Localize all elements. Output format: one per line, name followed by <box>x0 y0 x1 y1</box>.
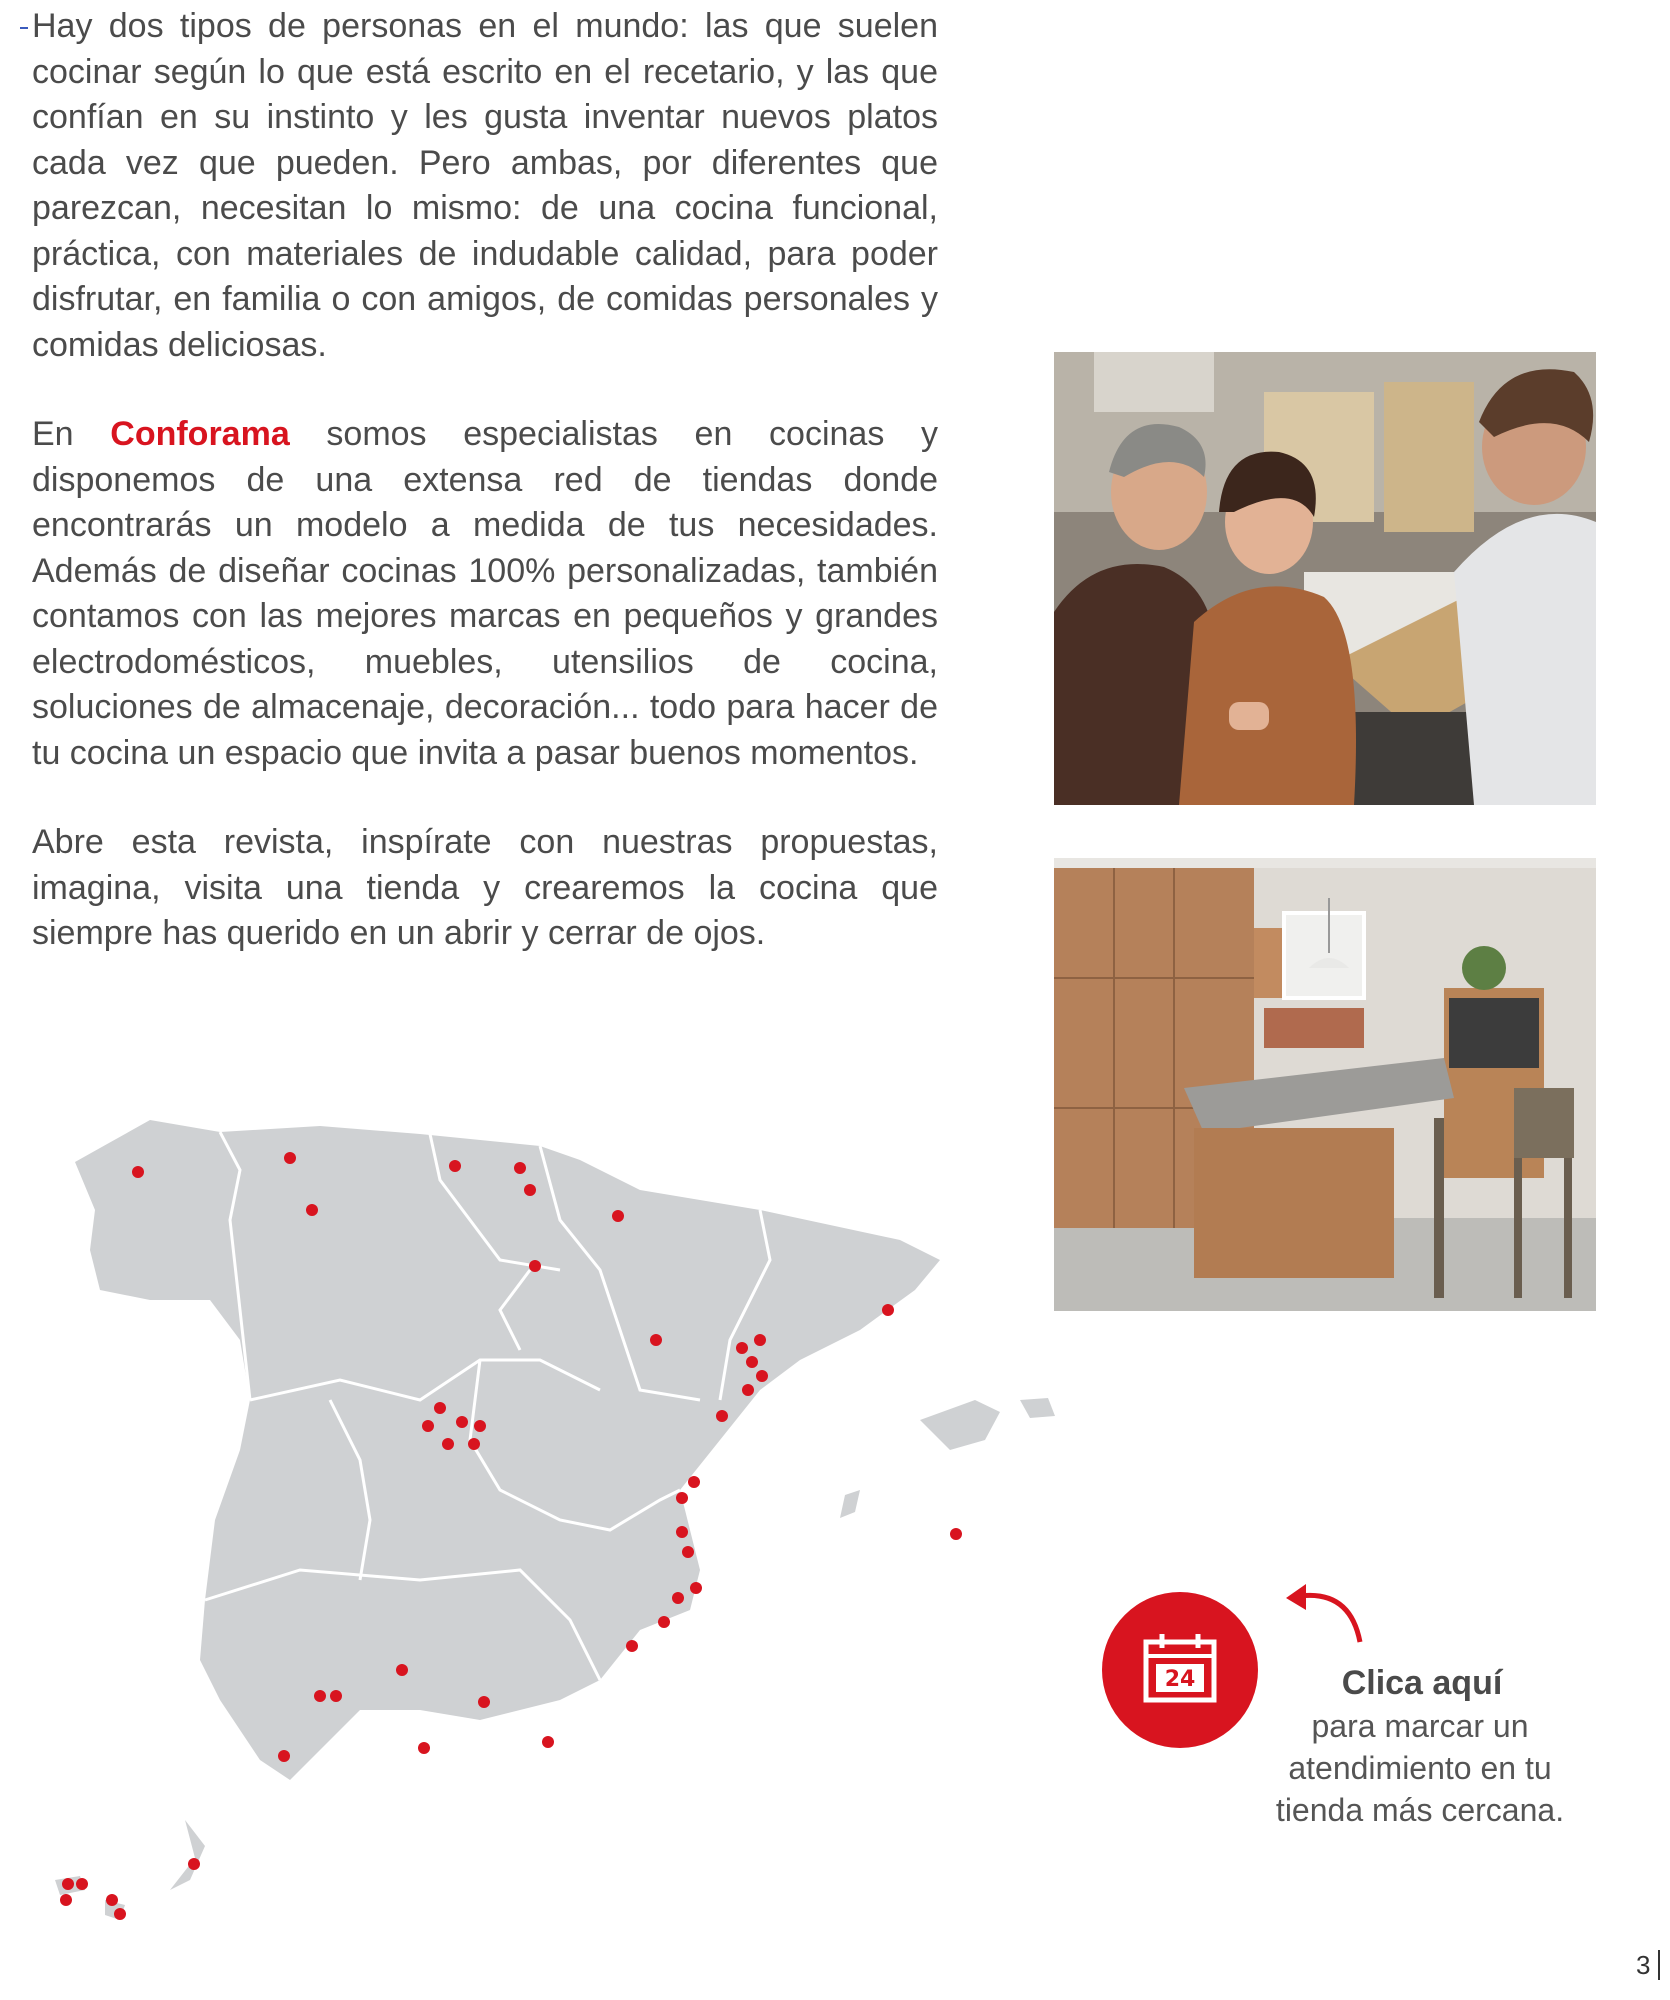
cta-title[interactable]: Clica aquí <box>1341 1664 1503 1702</box>
brand-name: Conforama <box>110 415 290 453</box>
calendar-icon <box>1140 1628 1220 1708</box>
cta-text-line-3: tienda más cercana. <box>1275 1792 1565 1828</box>
appointment-button[interactable] <box>1102 1592 1258 1748</box>
calendar-number: 24 <box>1164 1667 1196 1692</box>
map-regions <box>55 1120 1055 1920</box>
intro-paragraph-3: Abre esta revista, inspírate con nuestras propuestas, imagina, visita una tienda y crearemos la cocina que siempre has querido en un abrir y cerrar de ojos. <box>32 823 938 952</box>
curved-arrow-icon <box>1260 1580 1370 1650</box>
photo-couple-with-advisor <box>1054 352 1596 805</box>
intro-paragraph-1: Hay dos tipos de personas en el mundo: las que suelen cocinar según lo que está escrito en el recetario, y las que confían en su instinto y les gusta inventar nuevos platos cada vez que pueden. Pero ambas, por diferentes que parezcan, necesitan lo mismo: de una cocina funcional, práctica, con materiales de indudable calidad, para poder disfrutar, en familia o con amigos, de comidas personales y comidas deliciosas. <box>32 4 938 368</box>
cta-text-line-1: para marcar un <box>1311 1708 1529 1744</box>
intro-paragraph-2: En Conforama somos especialistas en cocinas y disponemos de una extensa red de tiendas donde encontrarás un modelo a medida de tus necesidades. Además de diseñar cocinas 100% personalizadas, también contamos con las mejores marcas en pequeños y grandes electrodomésticos, muebles, utensilios de cocina, soluciones de almacenaje, decoración... todo para hacer de tu cocina un espacio que invita a pasar buenos momentos. <box>32 415 938 772</box>
photo-kitchen <box>1054 858 1596 1311</box>
page-number: 3 <box>1636 1950 1660 1980</box>
spain-store-map <box>0 1100 1060 1940</box>
intro-text <box>32 4 938 1001</box>
appointment-cta[interactable] <box>1100 1580 1620 1840</box>
cta-text-line-2: atendimiento en tu <box>1288 1750 1552 1786</box>
